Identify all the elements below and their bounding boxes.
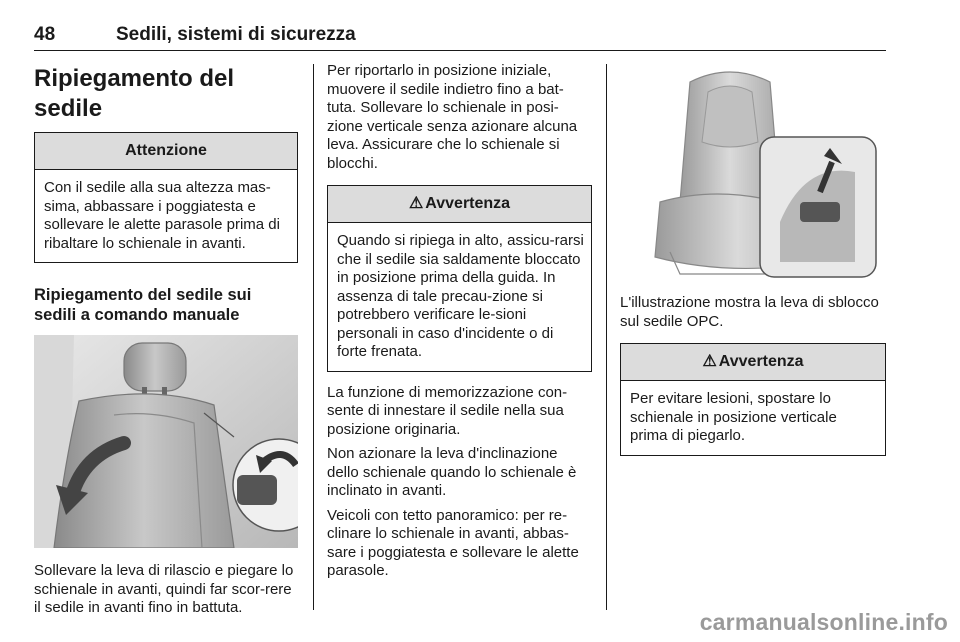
intro-paragraph: Per riportarlo in posizione iniziale, muovere il sedile indietro fino a bat-tuta. Sollevare lo schienale in posi-zione verticale senza azionare alcuna leva. Assicurare che lo schienale si blocchi.	[327, 62, 578, 172]
running-title: Sedili, sistemi di sicurezza	[116, 24, 356, 45]
page-number: 48	[34, 24, 56, 45]
column-divider	[606, 64, 607, 610]
warning-box-title-text: Avvertenza	[718, 353, 804, 370]
warning-box-title-text: Avvertenza	[425, 195, 511, 212]
paragraph: La funzione di memorizzazione con-sente di innestare il sedile nella sua posizione originaria.	[327, 383, 568, 438]
attention-box-text: Con il sedile alla sua altezza mas-sima, abbassare i poggiatesta e sollevare le alette parasole prima di ribaltare lo schienale in avanti.	[44, 179, 280, 252]
warning-box-text: Per evitare lesioni, spostare lo schienale in posizione verticale prima di piegarlo.	[630, 390, 837, 444]
page-header	[34, 20, 886, 51]
warning-box-title	[621, 344, 885, 381]
watermark: carmanualsonline.info	[699, 609, 948, 635]
warning-icon: ⚠	[408, 195, 424, 212]
column-left	[34, 62, 298, 624]
warning-box-text: Quando si ripiega in alto, assicu-rarsi che il sedile sia saldamente bloccato in posizione prima della guida. In assenza di tale precau-zione si potrebbero verificare le-sioni personali in caso d'incidente o di forte frenata.	[337, 232, 584, 360]
attention-box-title: Attenzione	[35, 133, 297, 170]
warning-icon: ⚠	[702, 353, 717, 370]
warning-box	[620, 343, 886, 456]
warning-box	[327, 185, 592, 372]
illustration-caption: Sollevare la leva di rilascio e piegare lo schienale in avanti, quindi far scor-rere il sedile in avanti fino in battuta.	[34, 562, 294, 616]
illustration-caption: L'illustrazione mostra la leva di sblocco sul sedile OPC.	[620, 294, 879, 330]
warning-box-title	[328, 186, 591, 223]
opc-seat-illustration	[620, 62, 886, 284]
attention-box	[34, 132, 298, 263]
column-middle	[327, 62, 592, 587]
column-divider	[313, 64, 314, 610]
paragraph: Non azionare la leva d'inclinazione dello schienale quando lo schienale è inclinato in avanti.	[327, 445, 577, 499]
subsection-title: Ripiegamento del sedile sui sedili a comando manuale	[34, 286, 252, 324]
seat-folding-illustration	[34, 335, 298, 548]
section-title: Ripiegamento del sedile	[34, 65, 235, 122]
paragraph: Veicoli con tetto panoramico: per re-clinare lo schienale in avanti, abbas-sare i poggiatesta e sollevare le alette parasole.	[327, 506, 579, 579]
column-right	[620, 62, 886, 456]
